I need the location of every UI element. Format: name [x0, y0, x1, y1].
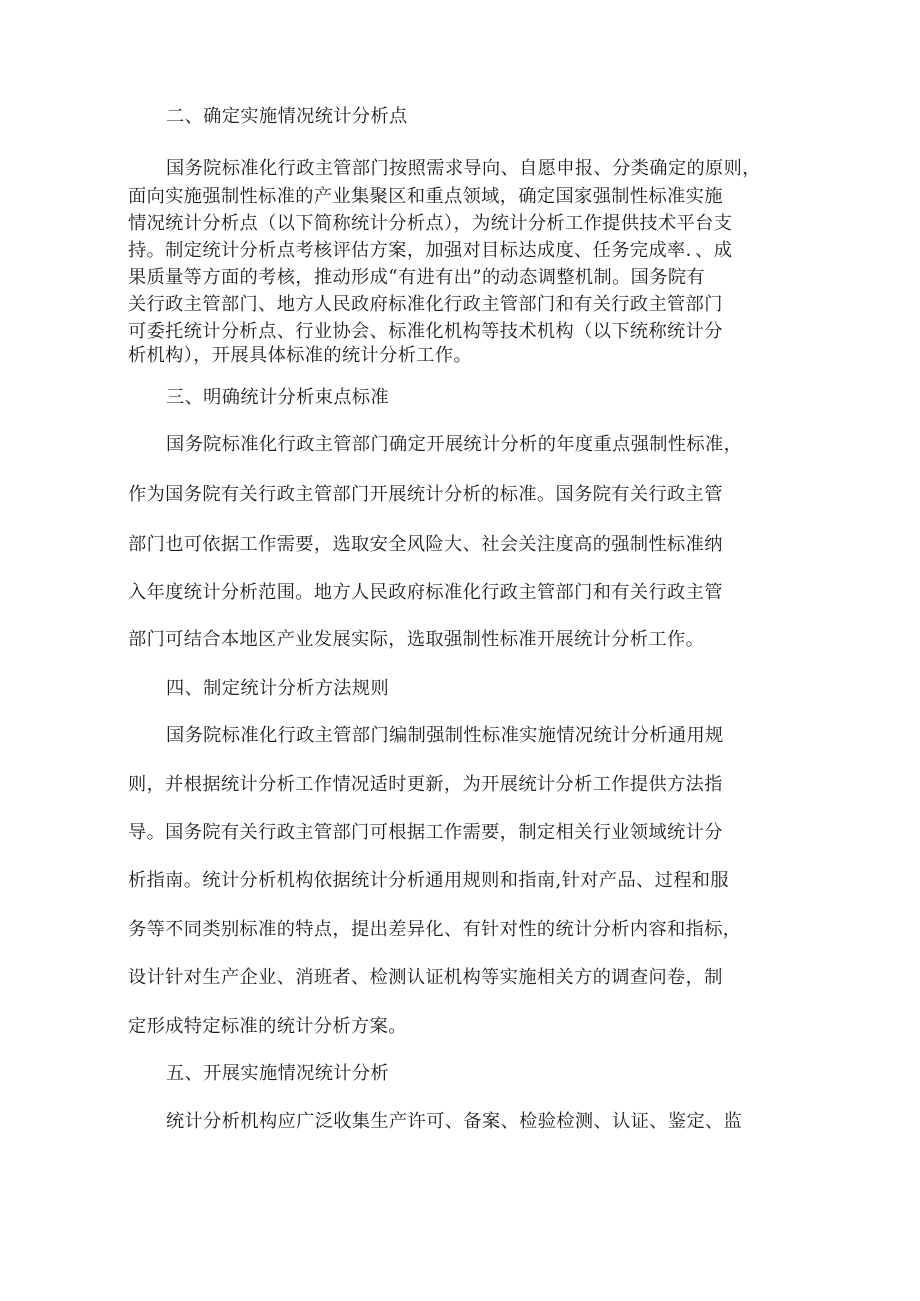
paragraph-line: 国务院标准化行政主管部门确定开展统计分析的年度重点强制性标准，: [166, 434, 743, 455]
paragraph-line: 析机构），开展具体标准的统计分析工作。: [128, 345, 473, 366]
paragraph-line: 部门也可依据工作需要，选取安全风险大、社会关注度高的强制性标准纳: [128, 534, 723, 555]
section-heading-2: 二、确定实施情况统计分析点: [166, 106, 408, 127]
paragraph-line: 析指南。统计分析机构依据统计分析通用规则和指南,针对产品、过程和服: [128, 870, 729, 891]
paragraph-line: 导。国务院有关行政主管部门可根据工作需要，制定相关行业领域统计分: [128, 822, 723, 843]
paragraph-line: 部门可结合本地区产业发展实际，选取强制性标准开展统计分析工作。: [128, 629, 705, 650]
paragraph-line: 国务院标准化行政主管部门按照需求导向、自愿申报、分类确定的原则，: [166, 158, 761, 179]
paragraph-line: 面向实施强制性标准的产业集聚区和重点领域，确定国家强制性标准实施: [128, 186, 723, 207]
paragraph-line: 情况统计分析点（以下简称统计分析点），为统计分析工作提供技术平台支: [128, 213, 733, 234]
section-heading-5: 五、开展实施情况统计分析: [166, 1063, 390, 1084]
paragraph-line: 持。制定统计分析点考核评估方案，加强对目标达成度、任务完成率．、成: [128, 240, 733, 261]
paragraph-line: 统计分析机构应广泛收集生产许可、备案、检验检测、认证、鉴定、监: [166, 1111, 743, 1132]
paragraph-line: 作为国务院有关行政主管部门开展统计分析的标准。国务院有关行政主管: [128, 484, 723, 505]
section-heading-3: 三、明确统计分析束点标准: [166, 387, 390, 408]
paragraph-line: 则，并根据统计分析工作情况适时更新，为开展统计分析工作提供方法指: [128, 774, 723, 795]
paragraph-line: 设计针对生产企业、消班者、检测认证机构等实施相关方的调查问卷，制: [128, 967, 723, 988]
paragraph-line: 入年度统计分析范围。地方人民政府标准化行政主管部门和有关行政主管: [128, 582, 723, 603]
paragraph-line: 可委托统计分析点、行业协会、标准化机构等技术机构（以下统称统计分: [128, 321, 723, 342]
paragraph-line: 果质量等方面的考核，推动形成“有进有出”的动态调整机制。国务院有: [128, 267, 706, 288]
paragraph-line: 定形成特定标准的统计分析方案。: [128, 1016, 407, 1037]
section-heading-4: 四、制定统计分析方法规则: [166, 678, 390, 699]
paragraph-line: 国务院标准化行政主管部门编制强制性标准实施情况统计分析通用规: [166, 725, 724, 746]
paragraph-line: 务等不同类别标准的特点，提出差异化、有针对性的统计分析内容和指标，: [128, 919, 742, 940]
paragraph-line: 关行政主管部门、地方人民政府标准化行政主管部门和有关行政主管部门: [128, 294, 723, 315]
